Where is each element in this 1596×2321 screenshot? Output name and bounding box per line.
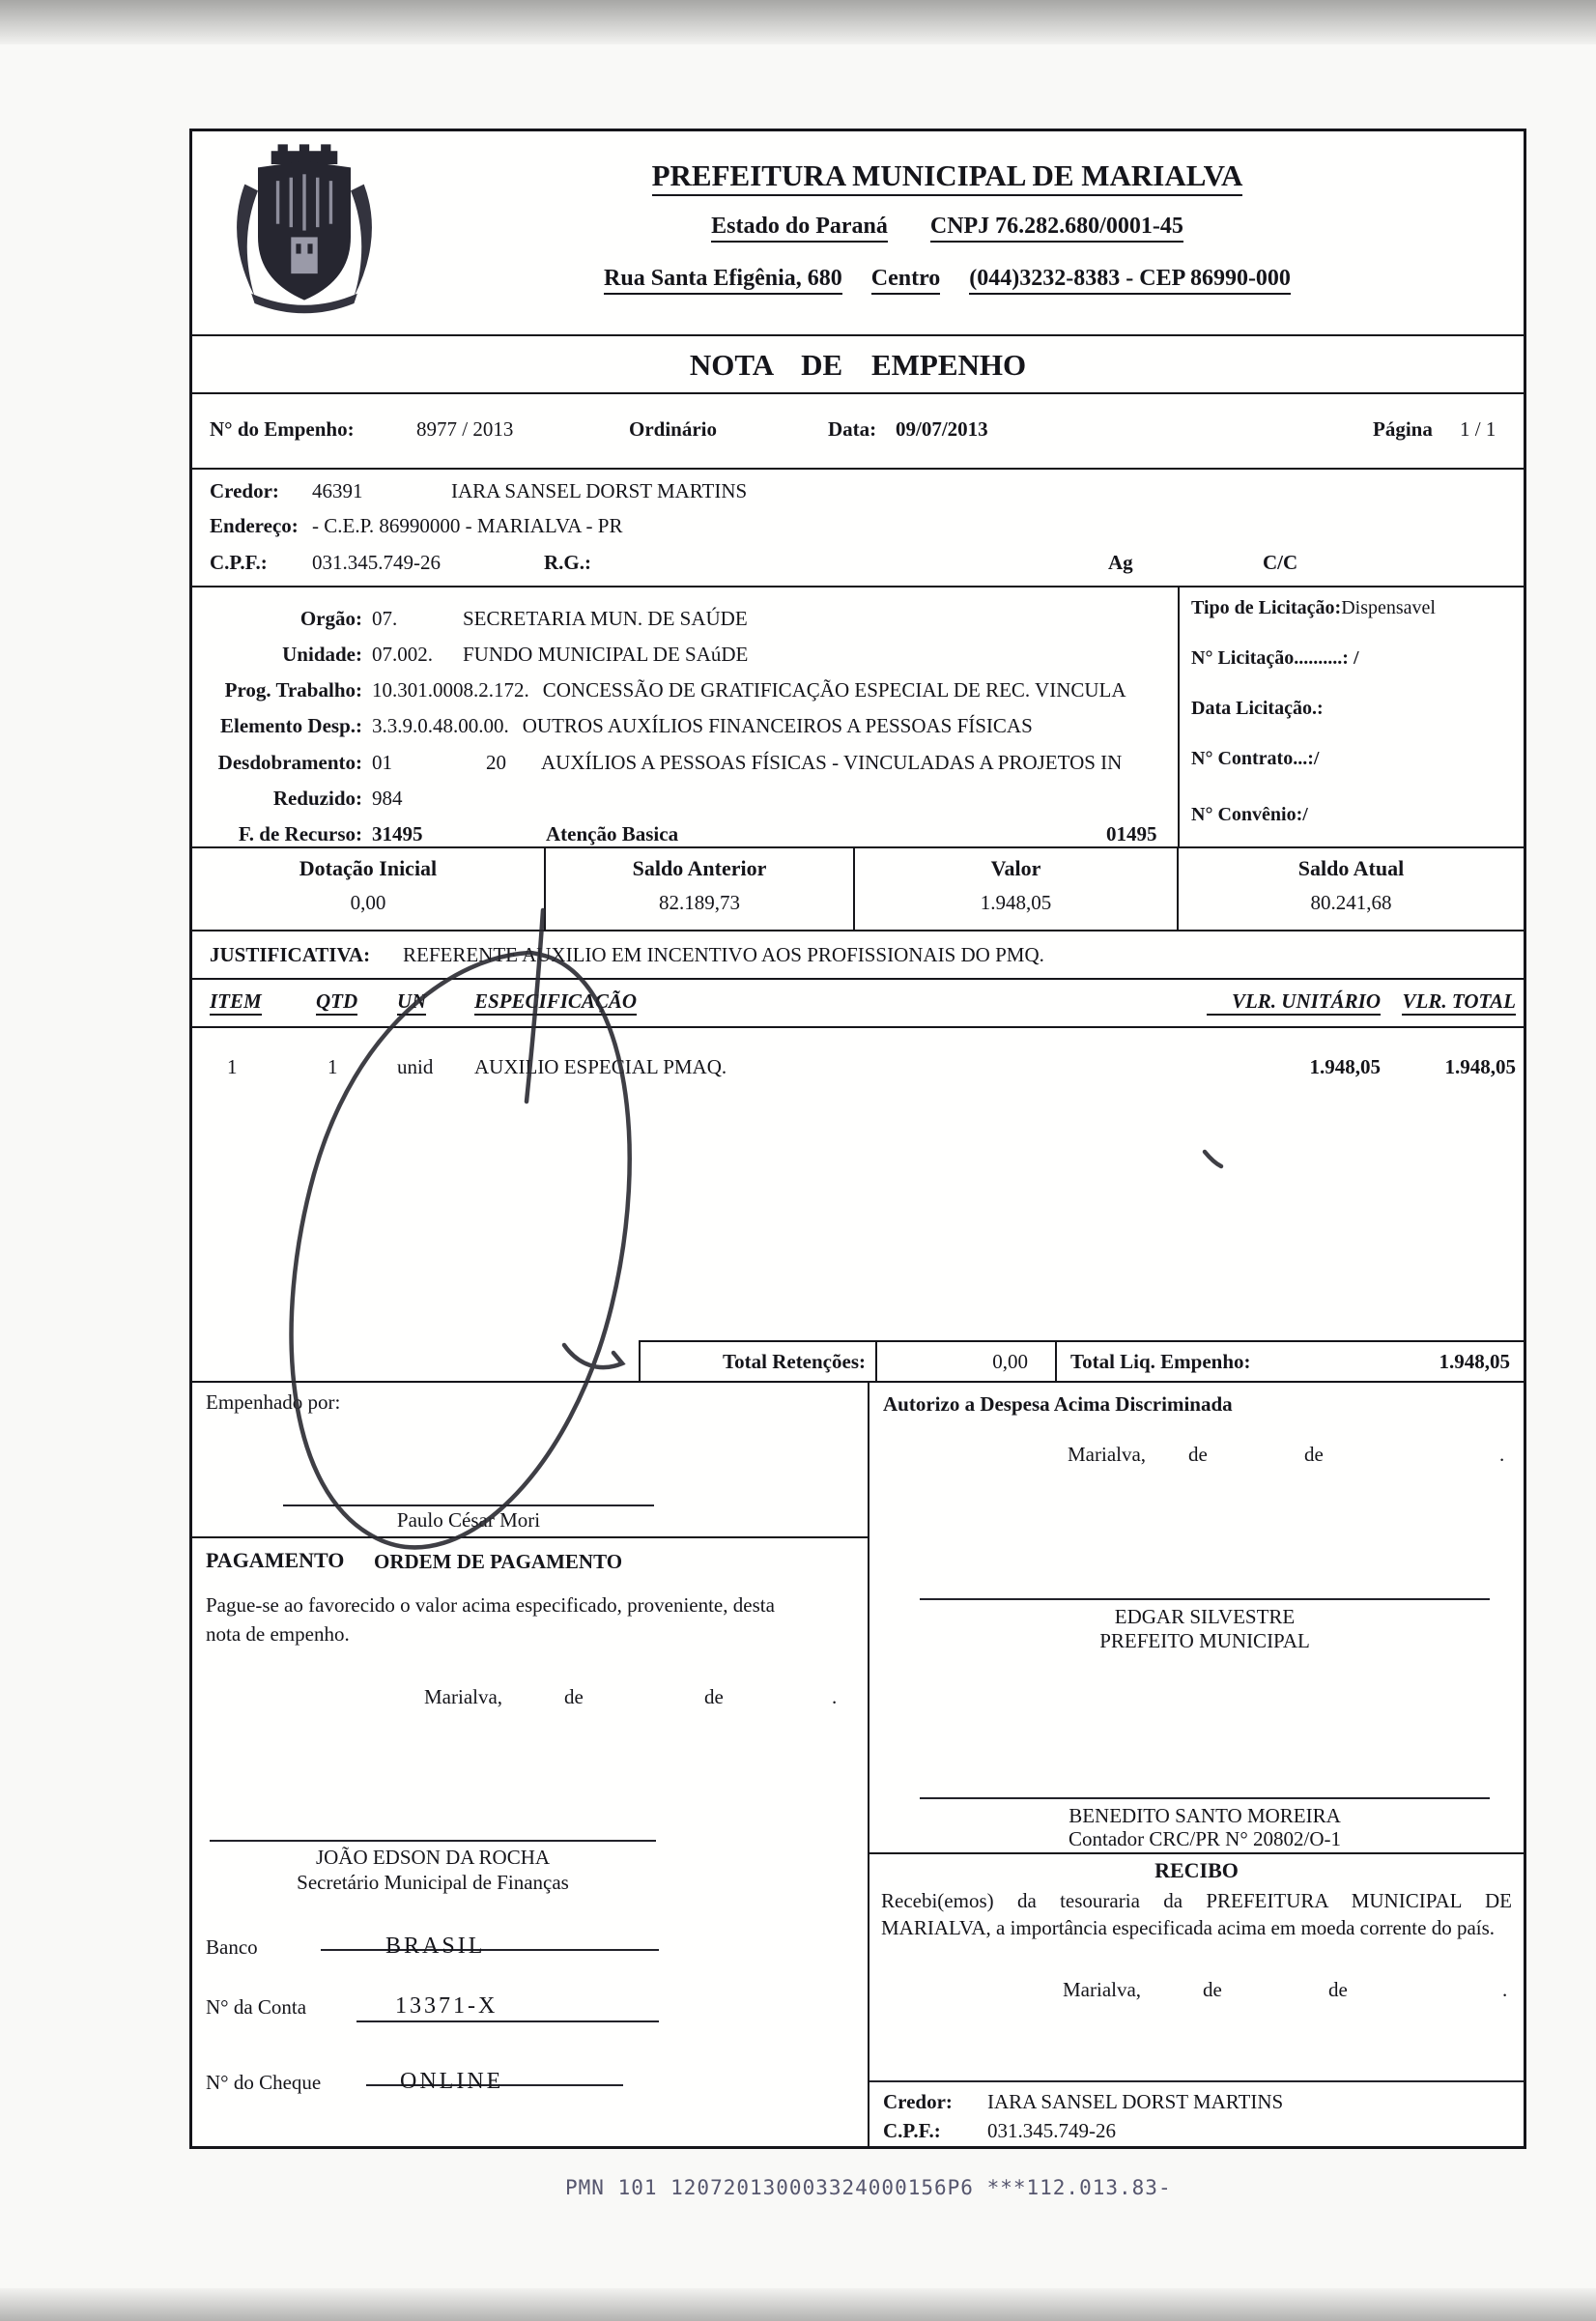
account-label: N° da Conta xyxy=(206,1995,307,2019)
contract-number-line: N° Contrato...:/ xyxy=(1191,748,1320,769)
budget-row-recurso xyxy=(192,822,678,846)
totals-row xyxy=(639,1340,1524,1381)
current-balance-cell xyxy=(1177,848,1524,930)
scan-edge-bottom xyxy=(0,2288,1596,2321)
agreement-number-line: N° Convênio:/ xyxy=(1191,804,1308,825)
budget-row-reduzido xyxy=(192,787,449,811)
payment-box xyxy=(192,1540,868,2146)
retentions-value: 0,00 xyxy=(877,1342,1057,1381)
header-address: Rua Santa Efigênia, 680 xyxy=(604,266,842,295)
receipt-cpf-value: 031.345.749-26 xyxy=(987,2119,1116,2142)
budget-block xyxy=(192,587,1524,848)
allocation-initial-cell xyxy=(192,848,544,930)
reduzido-code: 984 xyxy=(372,787,403,810)
account-value: 13371-X xyxy=(395,1993,499,2019)
previous-balance-cell xyxy=(544,848,853,930)
right-signature-column xyxy=(868,1383,1524,2146)
scan-edge-top xyxy=(0,0,1596,44)
dateline-de1: de xyxy=(1203,1978,1222,2001)
dateline-de2: de xyxy=(1328,1978,1348,2001)
empenho-date-label: Data: xyxy=(828,417,877,441)
creditor-cc-label: C/C xyxy=(1263,551,1298,574)
accountant-name: BENEDITO SANTO MOREIRA xyxy=(1069,1804,1341,1827)
allocation-initial-value: 0,00 xyxy=(350,891,386,914)
value-cell xyxy=(853,848,1177,930)
allocation-row xyxy=(192,848,1524,931)
dot-matrix-footer: PMN 101 120720130003324000156P6 ***112.013.83- xyxy=(565,2176,1172,2199)
desdobramento-label: Desdobramento: xyxy=(217,751,362,774)
dateline-city: Marialva, xyxy=(424,1685,503,1708)
item-qty: 1 xyxy=(328,1055,338,1078)
orgao-code: 07. xyxy=(372,607,398,630)
orgao-label: Orgão: xyxy=(299,607,362,630)
finance-secretary-role: Secretário Municipal de Finanças xyxy=(297,1871,569,1894)
receipt-creditor-name: IARA SANSEL DORST MARTINS xyxy=(987,2090,1284,2113)
value-label: Valor xyxy=(990,856,1041,880)
dateline-de1: de xyxy=(1188,1443,1208,1466)
budget-row-unidade xyxy=(192,643,748,667)
bidding-type-line xyxy=(1191,597,1436,619)
creditor-label: Credor: xyxy=(210,479,279,502)
elemento-code: 3.3.9.0.48.00.00. xyxy=(372,714,509,737)
page-number: 1 / 1 xyxy=(1460,417,1496,441)
creditor-address: - C.E.P. 86990000 - MARIALVA - PR xyxy=(312,514,623,537)
items-table-body xyxy=(192,1028,1524,1340)
previous-balance-label: Saldo Anterior xyxy=(632,856,767,880)
budget-row-desdobramento xyxy=(192,751,1122,775)
committed-signature-name: Paulo César Mori xyxy=(396,1508,541,1532)
account-row xyxy=(192,1991,868,2026)
creditor-cpf-label: C.P.F.: xyxy=(210,551,268,574)
col-spec-header: ESPECIFICAÇÃO xyxy=(474,989,637,1016)
empenho-number-row xyxy=(192,394,1524,470)
justification-text: REFERENTE AUXILIO EM INCENTIVO AOS PROFISSIONAIS DO PMQ. xyxy=(403,943,1044,966)
committed-by-label: Empenhado por: xyxy=(206,1390,341,1414)
allocation-initial-label: Dotação Inicial xyxy=(299,856,438,880)
document-frame xyxy=(189,129,1526,2149)
creditor-cpf: 031.345.749-26 xyxy=(312,551,441,574)
receipt-creditor-label: Credor: xyxy=(883,2090,953,2113)
header-cnpj: CNPJ 76.282.680/0001-45 xyxy=(930,214,1183,243)
mayor-signature-line xyxy=(920,1598,1490,1600)
item-spec: AUXILIO ESPECIAL PMAQ. xyxy=(474,1055,727,1078)
value-amount: 1.948,05 xyxy=(980,891,1052,914)
prog-trabalho-label: Prog. Trabalho: xyxy=(224,678,362,702)
accountant-signature-line xyxy=(920,1797,1490,1799)
dateline-de1: de xyxy=(564,1685,584,1708)
dateline-dot: . xyxy=(1502,1978,1508,2001)
mayor-role: PREFEITO MUNICIPAL xyxy=(1099,1629,1310,1652)
budget-row-orgao xyxy=(192,607,748,631)
desdobramento-code2: 20 xyxy=(486,751,506,774)
item-unit-price: 1.948,05 xyxy=(1309,1055,1381,1078)
doc-title: NOTA DE EMPENHO xyxy=(192,336,1524,394)
bank-value: BRASIL xyxy=(385,1934,486,1959)
receipt-text: Recebi(emos) da tesouraria da PREFEITURA MUNICIPAL DE MARIALVA, a importância especificada acima em moeda corrente do país. xyxy=(881,1889,1512,1940)
col-total-header: VLR. TOTAL xyxy=(1402,989,1516,1016)
document-header xyxy=(192,131,1524,336)
account-fill-line xyxy=(356,2020,659,2022)
recurso-label: F. de Recurso: xyxy=(238,822,362,845)
accountant-role: Contador CRC/PR N° 20802/O-1 xyxy=(1068,1827,1341,1850)
finance-secretary-signature-line xyxy=(210,1840,656,1842)
committed-signature-line xyxy=(283,1504,654,1506)
creditor-code: 46391 xyxy=(312,479,363,502)
recurso-extra-code: 01495 xyxy=(1106,822,1157,845)
payment-order-title: ORDEM DE PAGAMENTO xyxy=(374,1550,623,1573)
bidding-type-label: Tipo de Licitação: xyxy=(1191,597,1342,618)
bank-row xyxy=(192,1932,868,1966)
creditor-address-label: Endereço: xyxy=(210,514,299,537)
col-qty-header: QTD xyxy=(316,989,357,1016)
receipt-box xyxy=(869,1852,1524,2146)
cheque-label: N° do Cheque xyxy=(206,2071,322,2094)
creditor-block xyxy=(192,470,1524,587)
item-total: 1.948,05 xyxy=(1444,1055,1516,1078)
bidding-date-line: Data Licitação.: xyxy=(1191,698,1324,719)
receipt-cpf-label: C.P.F.: xyxy=(883,2119,941,2142)
marialva-coat-of-arms-icon xyxy=(221,141,387,315)
empenho-date: 09/07/2013 xyxy=(896,417,988,441)
prog-trabalho-code: 10.301.0008.2.172. xyxy=(372,678,529,702)
net-total-label: Total Liq. Empenho: xyxy=(1070,1350,1251,1373)
col-unit-price-header: VLR. UNITÁRIO xyxy=(1207,989,1381,1016)
net-total-value: 1.948,05 xyxy=(1439,1350,1510,1373)
left-signature-column xyxy=(192,1383,868,2146)
dateline-de2: de xyxy=(704,1685,724,1708)
bidding-info-box xyxy=(1178,587,1436,846)
committed-by-box xyxy=(192,1383,868,1538)
receipt-title: RECIBO xyxy=(1154,1858,1239,1882)
creditor-name: IARA SANSEL DORST MARTINS xyxy=(451,479,748,502)
justification-row xyxy=(192,931,1524,980)
finance-secretary-name: JOÃO EDSON DA ROCHA xyxy=(315,1846,551,1869)
reduzido-label: Reduzido: xyxy=(272,787,362,810)
item-number: 1 xyxy=(227,1055,238,1078)
authorize-title: Autorizo a Despesa Acima Discriminada xyxy=(883,1392,1233,1416)
creditor-rg-label: R.G.: xyxy=(544,551,591,574)
recurso-desc: Atenção Basica xyxy=(546,822,679,845)
items-table-header xyxy=(192,980,1524,1028)
empenho-number: 8977 / 2013 xyxy=(416,417,514,441)
unidade-code: 07.002. xyxy=(372,643,433,666)
header-phone-cep: (044)3232-8383 - CEP 86990-000 xyxy=(969,266,1291,295)
receipt-creditor-rule xyxy=(869,2080,1524,2082)
col-unit-header: UN xyxy=(397,989,426,1016)
page-number-label: Página xyxy=(1373,417,1433,441)
elemento-label: Elemento Desp.: xyxy=(220,714,362,737)
current-balance-label: Saldo Atual xyxy=(1297,856,1405,880)
cheque-value: ONLINE xyxy=(400,2069,504,2094)
bank-label: Banco xyxy=(206,1935,258,1959)
dateline-dot: . xyxy=(832,1685,838,1708)
item-unit: unid xyxy=(397,1055,434,1078)
creditor-ag-label: Ag xyxy=(1108,551,1133,574)
dateline-city: Marialva, xyxy=(1063,1978,1142,2001)
dateline-city: Marialva, xyxy=(1068,1443,1147,1466)
elemento-desc: OUTROS AUXÍLIOS FINANCEIROS A PESSOAS FÍSICAS xyxy=(522,714,1033,737)
unidade-desc: FUNDO MUNICIPAL DE SAúDE xyxy=(463,643,749,666)
recurso-code: 31495 xyxy=(372,822,423,845)
current-balance-value: 80.241,68 xyxy=(1310,891,1392,914)
desdobramento-code: 01 xyxy=(372,751,392,774)
bidding-number-line: N° Licitação..........: / xyxy=(1191,647,1359,669)
header-district: Centro xyxy=(871,266,941,295)
page-title: PREFEITURA MUNICIPAL DE MARIALVA xyxy=(652,158,1243,196)
payment-order-text: Pague-se ao favorecido o valor acima especificado, proveniente, desta nota de empenho. xyxy=(206,1593,775,1647)
bank-fill-line xyxy=(321,1949,659,1951)
payment-title: PAGAMENTO xyxy=(206,1548,345,1572)
bidding-type-value: Dispensavel xyxy=(1341,597,1436,618)
retentions-label: Total Retenções: xyxy=(641,1342,877,1381)
empenho-number-label: N° do Empenho: xyxy=(210,417,355,441)
header-state: Estado do Paraná xyxy=(711,214,888,243)
col-item-header: ITEM xyxy=(210,989,262,1016)
prog-trabalho-desc: CONCESSÃO DE GRATIFICAÇÃO ESPECIAL DE REC. VINCULA xyxy=(542,678,1126,702)
budget-row-elemento xyxy=(192,714,1033,738)
desdobramento-desc: AUXÍLIOS A PESSOAS FÍSICAS - VINCULADAS A PROJETOS IN xyxy=(541,751,1123,774)
dateline-de2: de xyxy=(1304,1443,1324,1466)
justification-label: JUSTIFICATIVA: xyxy=(210,943,371,966)
orgao-desc: SECRETARIA MUN. DE SAÚDE xyxy=(463,607,748,630)
budget-row-prog-trabalho xyxy=(192,678,1126,702)
signatures-area xyxy=(192,1383,1524,2146)
mayor-name: EDGAR SILVESTRE xyxy=(1114,1605,1296,1628)
unidade-label: Unidade: xyxy=(282,643,362,666)
cheque-row xyxy=(192,2067,868,2102)
dateline-dot: . xyxy=(1499,1443,1505,1466)
empenho-type: Ordinário xyxy=(629,417,718,441)
previous-balance-value: 82.189,73 xyxy=(659,891,740,914)
